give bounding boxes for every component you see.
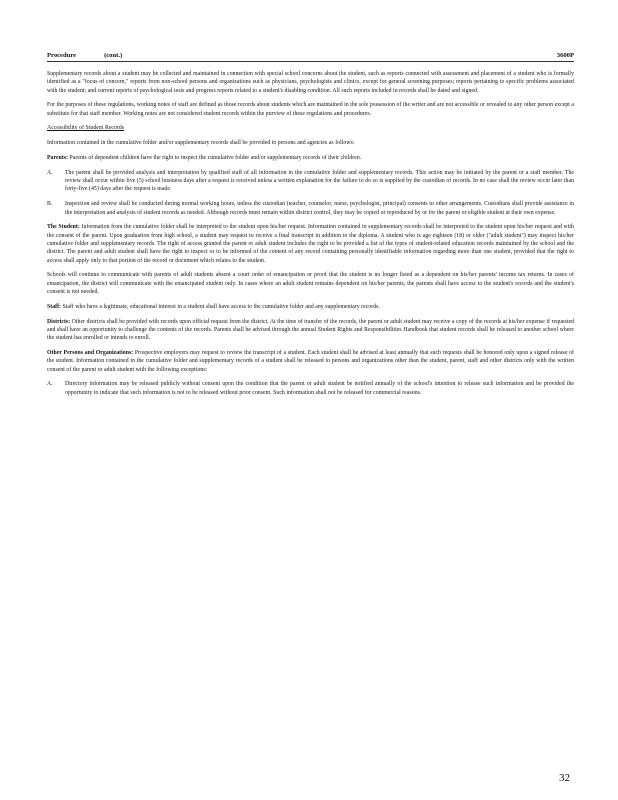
header-left (47, 52, 150, 60)
others-text: Prospective employers may request to review the transcript of a student. Each student shall be advised at least annually that such requests shall be honored only upon a signed release of the student. Information contained in the cumulative folder and supplementary records of a student shall be released to persons and organizations other than the student, parent, staff and other districts only with the written consent of the parent or adult student with the following exceptions: (47, 349, 575, 373)
paragraph-staff (47, 303, 574, 311)
paragraph-student (47, 223, 574, 264)
list-marker: A. (47, 169, 53, 176)
paragraph-access-intro: Information contained in the cumulative folder and/or supplementary records shall be provided to persons and agencies as follows: (47, 140, 355, 147)
districts-label: Districts: (47, 318, 71, 325)
others-label: Other Persons and Organizations: (47, 349, 134, 356)
paragraph-schools: Schools will continue to communicate with parents of adult students absent a court order of emancipation or proof that the student is no longer listed as a dependent on his/her parents' income tax returns. In cases of emancipation, the district will communicate with the emancipated student only. In cases where an adult student remains dependent on his/her parents, the parents shall have access to the student's records and the student's consent is not needed. (47, 272, 574, 295)
list-item-parents-a (47, 169, 574, 194)
parents-text: Parents of dependent children have the right to inspect the cumulative folder and/or supplementary records of their children. (68, 155, 362, 162)
header-rule (47, 61, 574, 62)
header-title: Procedure (47, 52, 77, 59)
parents-label: Parents: (47, 155, 69, 162)
paragraph-other-persons (47, 349, 574, 374)
list-marker: B. (47, 201, 53, 208)
list-item-parents-b (47, 200, 574, 217)
student-text: Information from the cumulative folder shall be interpreted to the student upon his/her request. Information contained in supplementary records shall be interpreted to the student upon his/her request and with the consent of the parent. Upon graduation from high school, a student may request to receive a final transcript in addition to the diploma. A student who is age eighteen (18) or older ("adult student") may inspect his/her cumulative folder and supplementary records. The right of access granted the parent or adult student includes the right to be provided a list of the types of student-related education records maintained by the school and the district. The parent and adult student shall have the right to inspect or to be informed of the content of any record containing personally identifiable information regarding more than one student, provided that the right to access shall apply only to that portion of the record or document which relates to the student. (47, 224, 574, 264)
student-label: The Student: (47, 224, 80, 231)
section-heading-accessibility: Accessibility of Student Records (47, 125, 125, 132)
paragraph-parents (47, 154, 574, 162)
list-marker: A. (47, 381, 53, 388)
page-header (47, 52, 574, 60)
districts-text: Other districts shall be provided with records upon official request from the district. At the time of transfer of the records, the parent or adult student may receive a copy of the records at his/her expense if requested and shall have an opportunity to challenge the contents of the records. Parents shall be advised through the annual Student Rights and Responsibilities Handbook that student records shall be released to another school where the student has enrolled or intends to enroll. (47, 318, 574, 342)
staff-label: Staff: (47, 303, 62, 310)
paragraph-working-notes: For the purposes of these regulations, working notes of staff are defined as those records about students which are maintained in the sole possession of the writer and are not accessible or revealed to any other person except a substitute for that staff member. Working notes are not considered student records within the purview of these regulations and procedures. (47, 102, 574, 117)
staff-text: Staff who have a legitimate, educational interest in a student shall have access to the cumulative folder and any supplementary records. (61, 303, 380, 310)
paragraph-districts (47, 318, 574, 343)
list-item-others-a (47, 380, 574, 397)
list-item-text: The parent shall be provided analysis and interpretation by qualified staff of all information in the cumulative folder and supplementary records. This action may be initiated by the parent or a staff member. The review shall occur within five (5) school business days after a request is received unless a written explanation for the failure to do so is supplied by the custodian of records. In no case shall the review occur later than forty-five (45) days after the request is made. (65, 169, 574, 193)
list-item-text: Inspection and review shall be conducted during normal working hours, unless the custodian (teacher, counselor, nurse, psychologist, principal) consents to other arrangements. Custodians shall provide assistance in the interpretation and analysis of student records as needed. Although records must remain within district control, they may be copied or reproduced by or for the parent or eligible student at their own expense. (65, 201, 574, 216)
policy-code: 3600P (556, 52, 574, 59)
header-cont: (cont.) (104, 52, 123, 59)
page-number: 32 (559, 772, 570, 784)
list-item-text: Directory information may be released publicly without consent upon the condition that the parent or adult student be notified annually of the school's intention to release such information and be provided the opportunity to indicate that such information is not to be released without prior consent. Such information shall not be released for commercial reasons. (65, 381, 574, 396)
paragraph-supplementary-records: Supplementary records about a student may be collected and maintained in connection with special school concerns about the student, such as reports connected with assessment and placement of a student who is formally identified as a "focus of concern," reports from non-school persons and organizations such as physicians, psychologists and clinics, except for general screening purposes; reports pertaining to specific problems associated with the student; and current reports of psychological tests and progress reports related to a student's disabling condition. All such reports included in records shall be dated and signed. (47, 71, 574, 94)
